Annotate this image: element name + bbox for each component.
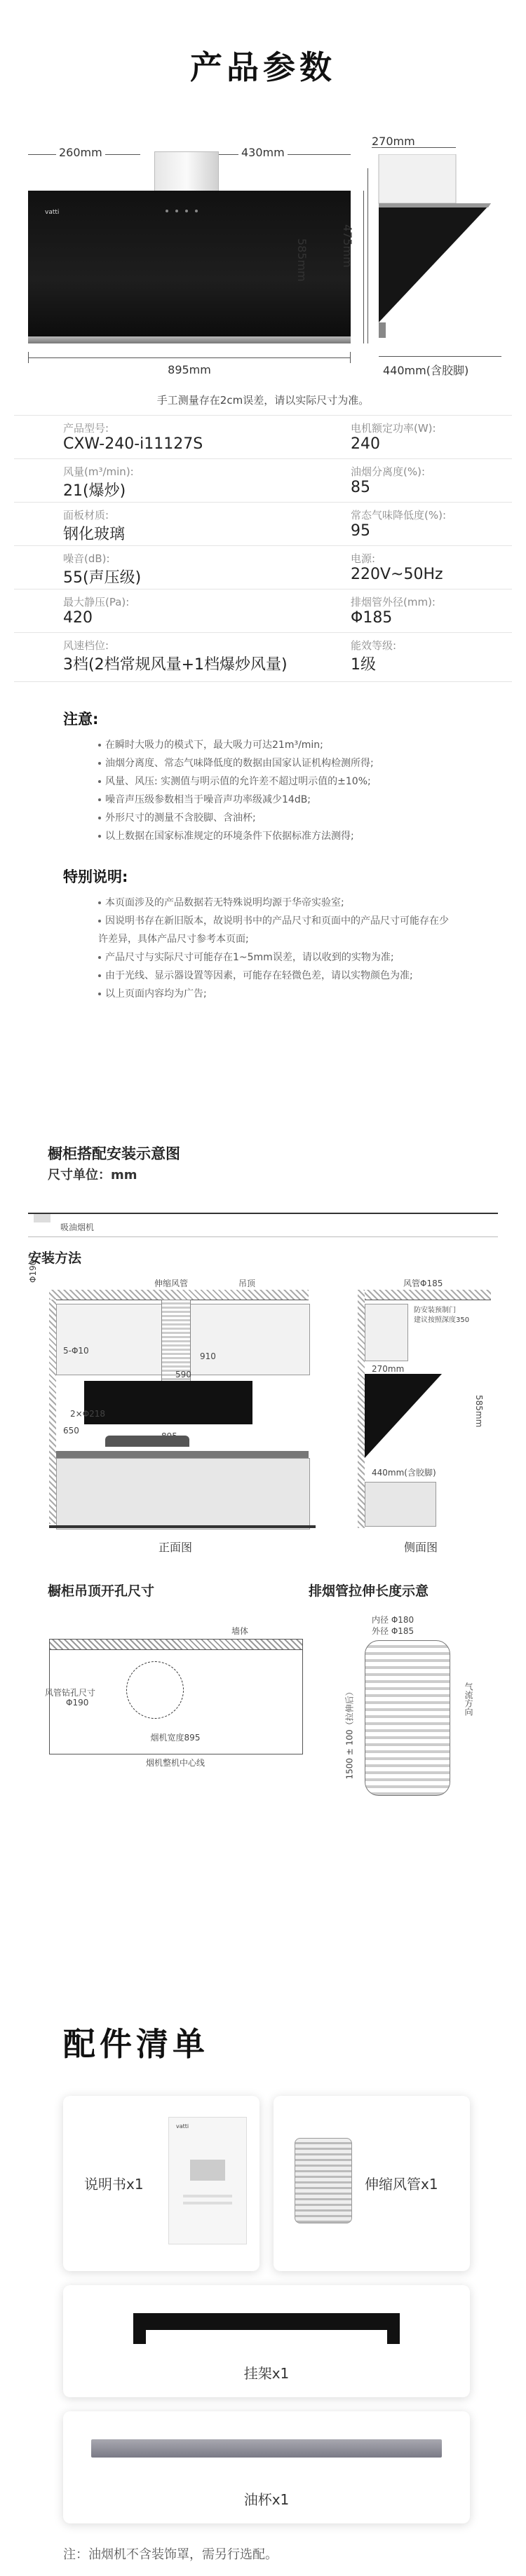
pipe-drawing (323, 1612, 505, 1808)
side-install-drawing (337, 1276, 505, 1556)
accessory-card-oilcup (63, 2411, 470, 2523)
side-view (365, 126, 512, 379)
spec-odor: 常态气味降低度(%): 95 (351, 509, 447, 540)
divider (28, 1213, 498, 1214)
special-item: 产品尺寸与实际尺寸可能存在1~5mm误差，请以收到的实物为准; (98, 948, 456, 967)
pipe-title: 排烟管拉伸长度示意 (309, 1583, 429, 1599)
note-item: 风量、风压: 实测值与明示值的允许差不超过明示值的±10%; (98, 772, 491, 791)
manual-icon: vatti (168, 2117, 247, 2244)
note-item: 油烟分离度、常态气味降低度的数据由国家认证机构检测所得; (98, 754, 491, 772)
accessory-label: 挂架x1 (243, 2365, 290, 2382)
floor-line (49, 1525, 316, 1528)
dim-side-height: 475mm (341, 224, 354, 268)
special-list (98, 894, 456, 1003)
install-method-title: 安装方法 (28, 1250, 82, 1266)
accessory-label: 伸缩风管x1 (365, 2176, 438, 2193)
accessory-card-manual (63, 2096, 259, 2271)
oilcup-icon (91, 2439, 442, 2458)
ceiling-hatch (365, 1290, 491, 1300)
w590-label: 590 (175, 1370, 191, 1379)
hole-diameter: Φ190 (66, 1698, 89, 1708)
hood-legend-label: 吸油烟机 (60, 1222, 95, 1232)
ceiling-label: 吊顶 (238, 1279, 256, 1288)
spec-airflow: 风量(m³/min): 21(爆炒) (63, 465, 134, 500)
control-panel (166, 205, 208, 217)
notes-title: 注意: (63, 711, 99, 728)
side-note1: 防安装预制门 (414, 1307, 456, 1314)
side-w440-label: 440mm(含胶脚) (372, 1468, 436, 1478)
pipe-outer-label: 外径 Φ185 (372, 1626, 414, 1636)
spec-panel: 面板材质: 钢化玻璃 (63, 509, 126, 543)
front-install-drawing (28, 1260, 323, 1556)
hood-base-strip (28, 336, 351, 343)
center-label: 烟机整机中心线 (145, 1758, 205, 1768)
spec-table (0, 415, 526, 681)
side-duct-label: 风管Φ185 (403, 1279, 443, 1288)
wall-label: 墙体 (231, 1626, 249, 1636)
note-item: 噪音声压级参数相当于噪音声功率级减少14dB; (98, 791, 491, 809)
side-cabinet (365, 1304, 408, 1361)
dim-side-width: 440mm(含胶脚) (383, 364, 469, 377)
spec-duct: 排烟管外径(mm): Φ185 (351, 596, 436, 627)
dim-front-right: 430mm (238, 146, 288, 159)
accessory-label: 油杯x1 (243, 2491, 290, 2508)
special-item: 本页面涉及的产品数据若无特殊说明均源于华帝实验室; (98, 894, 456, 912)
pipe-inner-label: 内径 Φ180 (372, 1615, 414, 1625)
w910-label: 910 (200, 1351, 216, 1361)
note-item: 在瞬时大吸力的模式下，最大吸力可达21m³/min; (98, 736, 491, 754)
special-item: 因说明书存在新旧版本，故说明书中的产品尺寸和页面中的产品尺寸可能存在少许差异，具体产品尺寸参考本页面; (98, 915, 449, 945)
side-note2: 建议按照深度350 (414, 1316, 470, 1324)
measure-note: 手工测量存在2cm误差，请以实际尺寸为准。 (156, 394, 370, 407)
side-caption: 侧面图 (403, 1541, 438, 1554)
lower-cabinet (56, 1458, 310, 1529)
duct-label: 伸缩风管 (154, 1279, 189, 1288)
pot-icon (105, 1436, 189, 1447)
accessory-card-bracket (63, 2285, 470, 2397)
spec-speed: 风速档位: 3档(2档常规风量+1档爆炒风量) (63, 639, 288, 674)
pipe-flow-label: 气流方向 (464, 1682, 473, 1716)
cabinet-title: 橱柜吊顶开孔尺寸 (48, 1583, 155, 1599)
duct-icon (295, 2138, 352, 2223)
install-unit: 尺寸单位：mm (48, 1168, 137, 1183)
hole-label: 风管钻孔尺寸 (45, 1688, 96, 1698)
special-item: 由于光线、显示器设置等因素，可能存在轻微色差，请以实物颜色为准; (98, 967, 456, 985)
wall-hatch (358, 1290, 365, 1528)
front-caption: 正面图 (158, 1541, 192, 1554)
brand-logo: vatti (45, 209, 60, 216)
spec-power: 电机额定功率(W): 240 (351, 422, 436, 453)
ceiling-hatch (49, 1290, 309, 1300)
params-title: 产品参数 (190, 48, 336, 86)
chimney (154, 151, 219, 192)
h190-label: Φ190 (28, 1260, 38, 1283)
divider (28, 1236, 498, 1237)
side-silhouette (365, 154, 512, 379)
install-heading: 橱柜搭配安装示意图 (48, 1145, 180, 1162)
wall-hatch (49, 1300, 56, 1524)
special-item: 以上页面内容均为广告; (98, 985, 456, 1003)
d218-label: 2×Φ218 (70, 1409, 106, 1419)
spec-separation: 油烟分离度(%): 85 (351, 465, 426, 496)
flex-duct (365, 1640, 450, 1796)
dim-side-top: 270mm (372, 135, 415, 148)
h650-label: 650 (63, 1426, 79, 1436)
hole-circle (126, 1661, 184, 1719)
spec-pressure: 最大静压(Pa): 420 (63, 596, 130, 627)
accessory-card-duct (274, 2096, 470, 2271)
notes-list (98, 736, 491, 845)
side-h585-label: 585mm (474, 1395, 484, 1428)
special-title: 特别说明: (63, 868, 128, 885)
dim-front-width: 895mm (168, 363, 211, 376)
accessory-label: 说明书x1 (84, 2176, 144, 2193)
side-lower-cabinet (365, 1482, 436, 1527)
dim-front-left: 260mm (56, 146, 105, 159)
accessories-footer: 注：油烟机不含装饰罩，需另行选配。 (63, 2547, 278, 2562)
side-hood-silhouette (365, 1374, 505, 1472)
cabinet-drawing (42, 1619, 309, 1773)
spec-model: 产品型号: CXW-240-i11127S (63, 422, 203, 453)
note-item: 以上数据在国家标准规定的环境条件下依据标准方法测得; (98, 827, 491, 845)
hole-label: 5-Φ10 (63, 1346, 89, 1356)
spec-power-supply: 电源: 220V~50Hz (351, 552, 443, 583)
note-item: 外形尺寸的测量不含胶脚、含油杯; (98, 809, 491, 827)
accessories-title: 配件清单 (63, 2025, 209, 2063)
pipe-length-label: 1500 ± 100（拉伸后） (344, 1687, 355, 1780)
side-w270-label: 270mm (372, 1364, 405, 1374)
spec-energy: 能效等级: 1级 (351, 639, 397, 674)
hood-legend-swatch (34, 1214, 50, 1222)
bracket-icon (133, 2313, 400, 2330)
hood-front (84, 1381, 252, 1424)
dim-front-height: 585mm (295, 238, 309, 282)
width-label: 烟机宽度895 (150, 1733, 201, 1743)
spec-noise: 噪音(dB): 55(声压级) (63, 552, 142, 587)
countertop (56, 1451, 309, 1458)
